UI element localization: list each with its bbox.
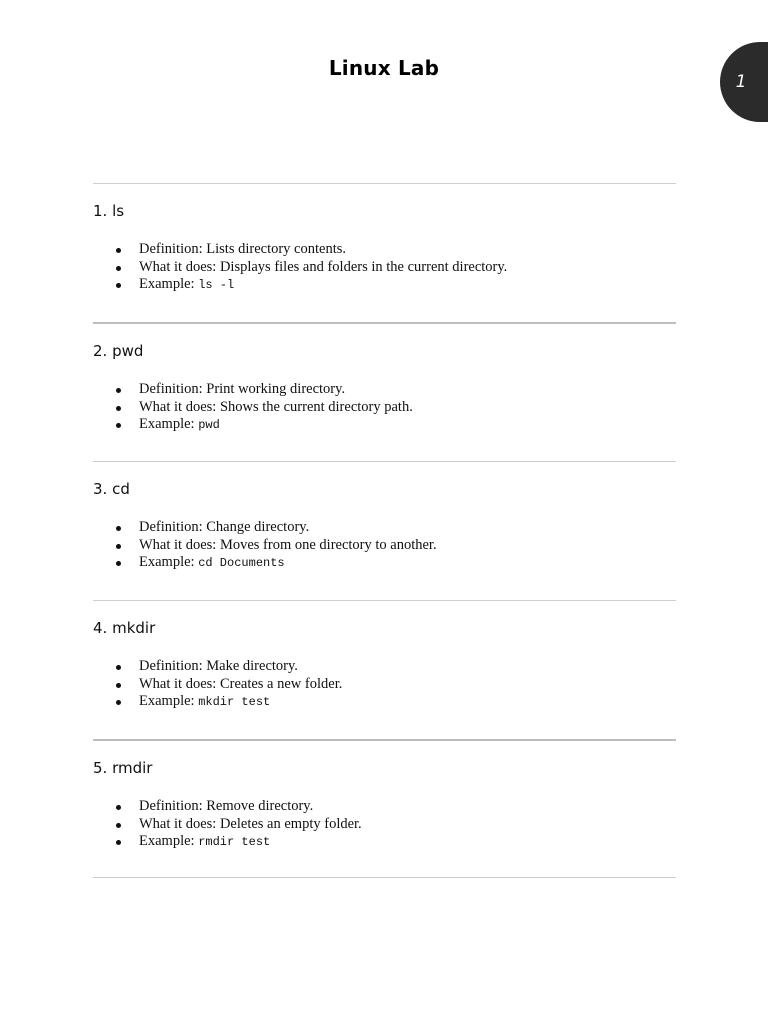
what-it-does-item: [93, 399, 413, 417]
definition-item: [93, 241, 507, 259]
what-it-does-text: Shows the current directory path.: [219, 398, 413, 415]
example-code: ls -l: [198, 278, 235, 292]
definition-text: Make directory.: [206, 658, 298, 674]
command-sections: [93, 183, 676, 878]
example-item: [93, 693, 342, 711]
what-it-does-item: [93, 537, 437, 555]
example-code: cd Documents: [198, 556, 285, 570]
example-code: rmdir test: [198, 835, 271, 849]
definition-label: Definition:: [139, 519, 207, 535]
command-heading: 1. ls: [93, 202, 125, 220]
what-it-does-text: Deletes an empty folder.: [219, 815, 362, 832]
command-section-pwd: [93, 322, 676, 461]
command-details-list: [93, 798, 362, 851]
what-it-does-text: Displays files and folders in the current directory.: [219, 258, 508, 275]
definition-text: Remove directory.: [206, 798, 314, 814]
what-it-does-text: Creates a new folder.: [219, 675, 343, 692]
example-item: [93, 276, 507, 294]
command-heading: 2. pwd: [93, 342, 144, 360]
example-label: Example:: [139, 693, 199, 709]
definition-label: Definition:: [139, 798, 207, 814]
definition-label: Definition:: [139, 658, 207, 674]
command-heading: 3. cd: [93, 480, 130, 498]
example-item: [93, 833, 362, 851]
example-code: mkdir test: [198, 695, 271, 709]
what-it-does-label: What it does:: [139, 815, 220, 832]
definition-text: Change directory.: [206, 519, 310, 535]
example-label: Example:: [139, 276, 199, 292]
definition-label: Definition:: [139, 381, 207, 397]
example-label: Example:: [139, 416, 199, 432]
command-section-mkdir: [93, 600, 676, 739]
command-details-list: [93, 381, 413, 434]
example-item: [93, 416, 413, 434]
what-it-does-label: What it does:: [139, 258, 220, 275]
example-label: Example:: [139, 554, 199, 570]
what-it-does-label: What it does:: [139, 536, 220, 553]
example-item: [93, 554, 437, 572]
command-details-list: [93, 519, 437, 572]
definition-item: [93, 798, 362, 816]
definition-label: Definition:: [139, 241, 207, 257]
definition-item: [93, 381, 413, 399]
example-code: pwd: [198, 418, 220, 432]
what-it-does-label: What it does:: [139, 675, 220, 692]
example-label: Example:: [139, 833, 199, 849]
page-title: Linux Lab: [328, 56, 440, 80]
page-number: 1: [735, 72, 747, 92]
what-it-does-item: [93, 676, 342, 694]
definition-text: Print working directory.: [206, 381, 346, 397]
what-it-does-item: [93, 816, 362, 834]
definition-item: [93, 519, 437, 537]
what-it-does-label: What it does:: [139, 398, 220, 415]
command-heading: 4. mkdir: [93, 619, 156, 637]
definition-item: [93, 658, 342, 676]
command-section-ls: [93, 183, 676, 322]
command-section-cd: [93, 461, 676, 600]
page-number-badge: [720, 42, 768, 122]
command-heading: 5. rmdir: [93, 759, 153, 777]
definition-text: Lists directory contents.: [206, 241, 346, 257]
command-details-list: [93, 658, 342, 711]
what-it-does-item: [93, 259, 507, 277]
what-it-does-text: Moves from one directory to another.: [219, 536, 437, 553]
command-details-list: [93, 241, 507, 294]
command-section-rmdir: [93, 739, 676, 878]
